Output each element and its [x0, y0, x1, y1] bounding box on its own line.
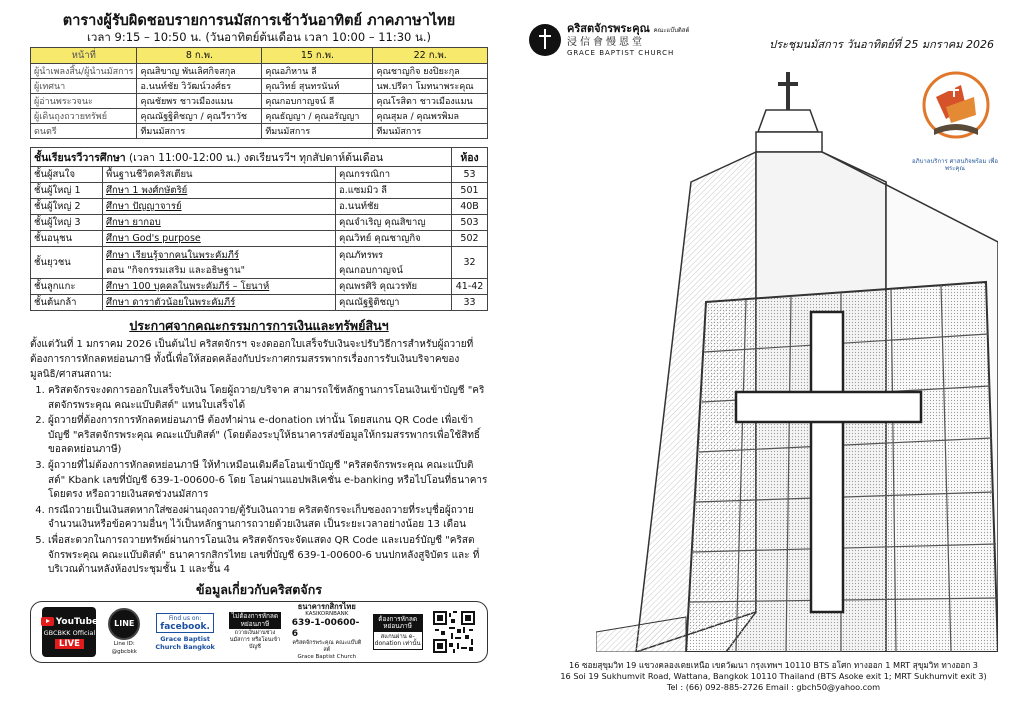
- duty-header: 15 ก.พ.: [262, 48, 373, 64]
- youtube-play-icon: [41, 617, 54, 626]
- duty-table: [30, 47, 488, 139]
- class-row: [31, 167, 488, 183]
- church-name-cn: 浸信會慢恩堂: [567, 37, 645, 48]
- class-name: ชั้นต้นกล้า: [31, 295, 103, 311]
- facebook-badge: Find us on: facebook.: [156, 613, 214, 633]
- class-teacher: คุณณัฐฐิติชญา: [336, 295, 452, 311]
- class-teacher-line: คุณภัทรพร: [339, 249, 384, 261]
- class-row: [31, 183, 488, 199]
- class-room: 502: [452, 231, 488, 247]
- class-teacher: คุณกรรณิกา: [336, 167, 452, 183]
- class-row: [31, 279, 488, 295]
- duty-role: ผู้เดินถุงถวายทรัพย์: [31, 109, 137, 124]
- duty-row: [31, 94, 488, 109]
- line-icon: LINE: [108, 608, 140, 640]
- class-teacher: อ.นนท์ชัย: [336, 199, 452, 215]
- announcement-item: 4. กรณีถวายเป็นเงินสดหากใส่ซองผ่านถุงถวาย/ตู้รับเงินถวาย คริสตจักรจะเก็บซองถวายที่ระบุชื่อผู้ถวาย จำนวนเงินหรือข้อความอื่นๆ ไว้เป็นหลักฐานการถวายด้วยเงินสด เป็นระยะเวลาอย่างน้อย 13 เดือน: [48, 504, 488, 533]
- class-subject-line: ศึกษา เรียนรู้จากคนในพระคัมภีร์: [106, 249, 239, 261]
- duty-role: ดนตรี: [31, 124, 137, 139]
- class-name: ชั้นอนุชน: [31, 231, 103, 247]
- line-id-label: Line ID:: [113, 640, 135, 647]
- class-room: 32: [452, 247, 488, 279]
- class-teacher: คุณจำเริญ คุณสิขาญ: [336, 215, 452, 231]
- service-date: ประชุมนมัสการ วันอาทิตย์ที่ 25 มกราคม 2026: [769, 38, 994, 51]
- church-logo: [529, 22, 689, 58]
- duty-row: [31, 124, 488, 139]
- tax-body: สแกนผ่าน e-donation เท่านั้น: [374, 632, 421, 648]
- church-address: [546, 660, 1001, 693]
- church-name-en: GRACE BAPTIST CHURCH: [567, 49, 675, 57]
- tax-block: [373, 614, 423, 650]
- class-name: ชั้นผู้ใหญ่ 1: [31, 183, 103, 199]
- duty-cell: คุณชัยพร ชาวเมืองแมน: [137, 94, 262, 109]
- cross-logo-icon: [529, 24, 561, 56]
- class-subject: [103, 247, 336, 279]
- bank-sub: KASIKORNBANK: [305, 611, 349, 618]
- address-en: 16 Soi 19 Sukhumvit Road, Wattana, Bangkok 10110 Thailand (BTS Asoke exit 1; MRT Sukhumvit exit 3): [560, 671, 987, 681]
- tax-head: ต้องการหักลดหย่อนภาษี: [374, 615, 422, 632]
- class-name: ชั้นลูกแกะ: [31, 279, 103, 295]
- church-building-illustration: [596, 72, 998, 652]
- class-teacher: [336, 247, 452, 279]
- duty-header: 8 ก.พ.: [137, 48, 262, 64]
- duty-row: [31, 109, 488, 124]
- duty-cell: คุณวิทย์ สุนทรนันท์: [262, 79, 373, 94]
- youtube-channel: GBCBKK Official: [43, 628, 96, 637]
- class-teacher: อ.แซมมิว ลี: [336, 183, 452, 199]
- bank-account-name: คริสตจักรพระคุณ คณะแบ๊บติสต์: [292, 640, 362, 654]
- class-name: ชั้นผู้ใหญ่ 3: [31, 215, 103, 231]
- announcement-item: 1. คริสตจักรจะงดการออกใบเสร็จรับเงิน โดยผู้ถวาย/บริจาค สามารถใช้หลักฐานการโอนเงินเข้าบัญชี "คริสตจักรพระคุณ คณะแบ๊บติสต์" แทนใบเสร็จได้: [48, 384, 488, 413]
- class-subject: ศึกษา ปัญญาจารย์: [103, 199, 336, 215]
- no-tax-head: ไม่ต้องการหักลดหย่อนภาษี: [229, 612, 281, 629]
- class-row: [31, 215, 488, 231]
- line-handle: @gbcbkk: [111, 648, 137, 655]
- class-row: [31, 199, 488, 215]
- duty-cell: ทีมนมัสการ: [137, 124, 262, 139]
- duty-subtitle: เวลา 9:15 – 10:50 น. (วันอาทิตย์ต้นเดือน เวลา 10:00 – 11:30 น.): [86, 30, 432, 44]
- duty-cell: คุณโรสิตา ชาวเมืองแมน: [373, 94, 488, 109]
- class-name: ชั้นยุวชน: [31, 247, 103, 279]
- class-row: [31, 231, 488, 247]
- youtube-block[interactable]: [42, 607, 99, 657]
- duty-title: ตารางผู้รับผิดชอบรายการนมัสการเช้าวันอาทิตย์ ภาคภาษาไทย: [62, 13, 456, 29]
- emblem-caption: อภิบาลบริการ ศาสนกิจพร้อม เพื่อพระคุณ: [912, 158, 998, 172]
- class-header: [31, 148, 452, 167]
- duty-role: ผู้นำเพลงสิ้น/ผู้นำนมัสการ: [31, 64, 137, 79]
- facebook-page: Grace Baptist Church Bangkok: [155, 634, 215, 651]
- duty-row: [31, 79, 488, 94]
- duty-cell: ทีมนมัสการ: [262, 124, 373, 139]
- address-th: 16 ซอยสุขุมวิท 19 แขวงคลองเตยเหนือ เขตวัฒนา กรุงเทพฯ 10110 BTS อโศก ทางออก 1 MRT สุขุมวิท ทางออก 3: [569, 660, 978, 670]
- duty-cell: คุณอภิหาน ลี: [262, 64, 373, 79]
- church-name-block: [567, 22, 689, 58]
- duty-cell: คุณณัฐฐิติชญา / คุณวีราวัช: [137, 109, 262, 124]
- announcement-item: 3. ผู้ถวายที่ไม่ต้องการหักลดหย่อนภาษี ให้ทำเหมือนเดิมคือโอนเข้าบัญชี "คริสตจักรพระคุณ คณะแบ๊บติสต์" Kbank เลขที่บัญชี 639-1-00600-6 โดย โอนผ่านแอปพลิเคชั่น e-banking หรือไปโอนที่ธนาคารโดยตรง หรือถวายเงินสดช่วงนมัสการ: [48, 459, 488, 503]
- no-tax-body: ถวายเงินผ่านช่วงนมัสการ หรือโอนเข้าบัญชี: [229, 630, 281, 651]
- bank-name: ธนาคารกสิกรไทย: [297, 602, 356, 612]
- class-subject: ศึกษา ยากอบ: [103, 215, 336, 231]
- duty-header: หน้าที่: [31, 48, 137, 64]
- class-room: 501: [452, 183, 488, 199]
- church-name-th-sub: คณะแบ๊บติสต์: [653, 27, 690, 34]
- duty-cell: คุณกอบกาญจน์ ลี: [262, 94, 373, 109]
- class-subject: ศึกษา 1 พงศ์กษัตริย์: [103, 183, 336, 199]
- class-room: 40B: [452, 199, 488, 215]
- left-panel: [30, 12, 488, 712]
- youtube-live-badge: LIVE: [55, 639, 84, 649]
- bank-account: 639-1-00600-6: [291, 618, 360, 640]
- duty-header-row: [31, 48, 488, 64]
- duty-role: ผู้เทศนา: [31, 79, 137, 94]
- class-name: ชั้นผู้ใหญ่ 2: [31, 199, 103, 215]
- class-subject-line: ตอน "กิจกรรมเสริม และอธิษฐาน": [106, 264, 245, 276]
- duty-row: [31, 64, 488, 79]
- room-header: ห้อง: [452, 148, 488, 167]
- duty-cell: ทีมนมัสการ: [373, 124, 488, 139]
- qr-code-icon[interactable]: [433, 611, 475, 653]
- class-row: [31, 295, 488, 311]
- no-tax-block: [229, 612, 281, 651]
- info-box: [30, 601, 488, 663]
- class-room: 41-42: [452, 279, 488, 295]
- class-room: 33: [452, 295, 488, 311]
- info-title: ข้อมูลเกี่ยวกับคริสตจักร: [195, 581, 323, 597]
- class-subject: ศึกษา ดาราตัวน้อยในพระคัมภีร์: [103, 295, 336, 311]
- announcement-intro: ตั้งแต่วันที่ 1 มกราคม 2026 เป็นต้นไป คริสตจักรฯ จะงดออกใบเสร็จรับเงินจะปรับวิธีการสำหรับผู้ถวายที่ต้องการการหักลดหย่อนภาษี ทั้งนี้เพื่อให้สอดคล้องกับประกาศกรมสรรพากรเรื่องการรับเงินบริจาคของมูลนิธิ/ศาสนสถาน:: [30, 339, 474, 380]
- duty-cell: คุณธัญญา / คุณอรัญญา: [262, 109, 373, 124]
- announcement-item: 2. ผู้ถวายที่ต้องการการหักลดหย่อนภาษี ต้องทำผ่าน e-donation เท่านั้น โดยสแกน QR Code เพื่อเข้าบัญชี "คริสตจักรพระคุณ คณะแบ๊บติสต์" (โดยต้องระบุให้ธนาคารส่งข้อมูลให้กรมสรรพากรเพื่อใช้สิทธิ์ขอลดหย่อนภาษี): [48, 414, 488, 458]
- duty-header: 22 ก.พ.: [373, 48, 488, 64]
- church-name-th: คริสตจักรพระคุณ คณะแบ๊บติสต์: [567, 22, 690, 35]
- class-teacher: คุณวิทย์ คุณชาญกิจ: [336, 231, 452, 247]
- class-teacher: คุณพรศิริ คุณวรทัย: [336, 279, 452, 295]
- right-panel: [516, 12, 1006, 712]
- class-name: ชั้นผู้สนใจ: [31, 167, 103, 183]
- duty-cell: คุณชาญกิจ ยงปิยะกุล: [373, 64, 488, 79]
- duty-cell: คุณสิขาญ พันเลิศกิจสกุล: [137, 64, 262, 79]
- class-subject: ศึกษา 100 บุคคลในพระคัมภีร์ – โยนาห์: [103, 279, 336, 295]
- duty-cell: อ.นนท์ชัย วิวัฒน์วงศ์ธร: [137, 79, 262, 94]
- class-title: ชั้นเรียนรวีวารศึกษา: [34, 151, 126, 164]
- facebook-block[interactable]: [152, 613, 218, 651]
- announcement-title: ประกาศจากคณะกรรมการการเงินและทรัพย์สินฯ: [129, 318, 389, 333]
- bank-account-name-en: Grace Baptist Church: [297, 654, 357, 661]
- youtube-logo: YouTube: [41, 617, 98, 627]
- class-row: [31, 247, 488, 279]
- contact-line: Tel : (66) 092-885-2726 Email : gbch50@yahoo.com: [666, 682, 881, 692]
- line-block[interactable]: [107, 608, 141, 656]
- announcement-list: [30, 384, 488, 578]
- facebook-icon: facebook.: [160, 621, 210, 632]
- bank-block: [292, 602, 362, 661]
- class-time: (เวลา 11:00-12:00 น.) งดเรียนรวีฯ ทุกสัปดาห์ต้นเดือน: [129, 151, 384, 164]
- class-teacher-line: คุณกอบกาญจน์: [339, 264, 403, 276]
- class-header-row: [31, 148, 488, 167]
- duty-role: ผู้อ่านพระวจนะ: [31, 94, 137, 109]
- class-room: 503: [452, 215, 488, 231]
- class-subject: พื้นฐานชีวิตคริสเตียน: [103, 167, 336, 183]
- announcement-item: 5. เพื่อสะดวกในการถวายทรัพย์ผ่านการโอนเงิน คริสตจักรจะจัดแสดง QR Code และเบอร์บัญชี "คริสตจักรพระคุณ คณะแบ๊บติสต์" ธนาคารกสิกรไทย เลขที่บัญชี 639-1-00600-6 บนปกหลังสูจิบัตร และ ที่บริเวณด้านหลังห้องประชุมชั้น 1 และชั้น 4: [48, 534, 488, 578]
- class-room: 53: [452, 167, 488, 183]
- duty-cell: คุณสุมล / คุณพรพิมล: [373, 109, 488, 124]
- duty-cell: นพ.ปรีดา โมทนาพระคุณ: [373, 79, 488, 94]
- class-table: [30, 147, 488, 311]
- class-subject: ศึกษา God's purpose: [103, 231, 336, 247]
